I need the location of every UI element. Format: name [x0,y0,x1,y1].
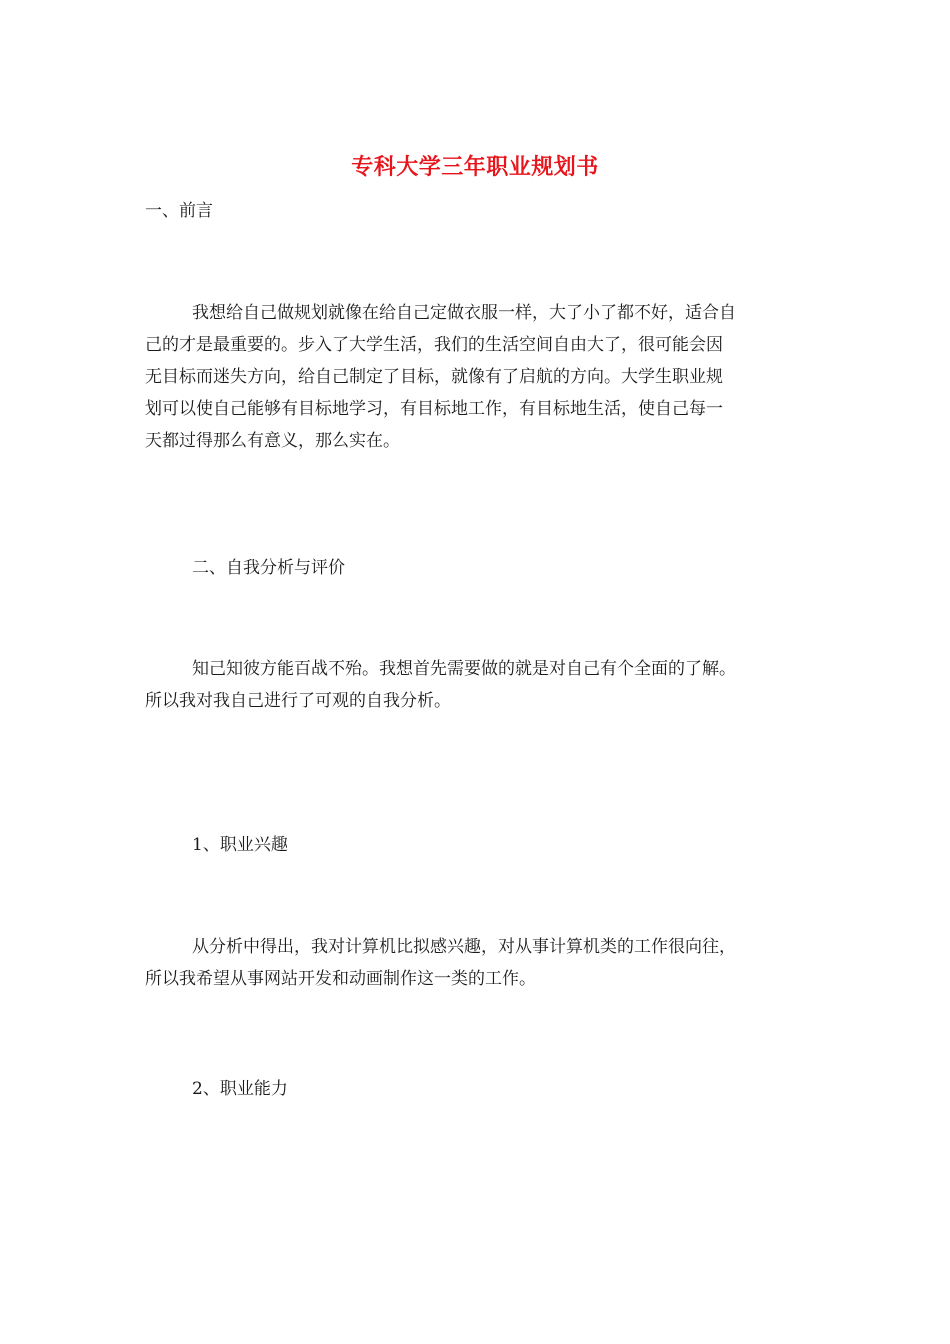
paragraph-line: 无目标而迷失方向，给自己制定了目标，就像有了启航的方向。大学生职业规 [145,367,723,387]
paragraph-career-interest [145,931,805,995]
paragraph-line: 所以我对我自己进行了可观的自我分析。 [145,691,451,711]
paragraph-line: 从分析中得出，我对计算机比拟感兴趣，对从事计算机类的工作很向往， [192,937,736,957]
section-heading-self-analysis: 二、自我分析与评价 [192,558,345,578]
section-heading-preface: 一、前言 [145,201,213,221]
paragraph-line: 知己知彼方能百战不殆。我想首先需要做的就是对自己有个全面的了解。 [192,659,736,679]
paragraph-self-analysis [145,653,805,717]
paragraph-line: 划可以使自己能够有目标地学习，有目标地工作，有目标地生活，使自己每一 [145,399,723,419]
paragraph-preface [145,297,805,457]
document-title: 专科大学三年职业规划书 [351,155,599,180]
paragraph-line: 己的才是最重要的。步入了大学生活，我们的生活空间自由大了，很可能会因 [145,335,723,355]
paragraph-line: 所以我希望从事网站开发和动画制作这一类的工作。 [145,969,536,989]
subsection-heading-career-ability: 2、职业能力 [192,1079,288,1099]
subsection-heading-career-interest: 1、职业兴趣 [192,835,288,855]
paragraph-line: 天都过得那么有意义，那么实在。 [145,431,400,451]
paragraph-line: 我想给自己做规划就像在给自己定做衣服一样，大了小了都不好，适合自 [192,303,736,323]
